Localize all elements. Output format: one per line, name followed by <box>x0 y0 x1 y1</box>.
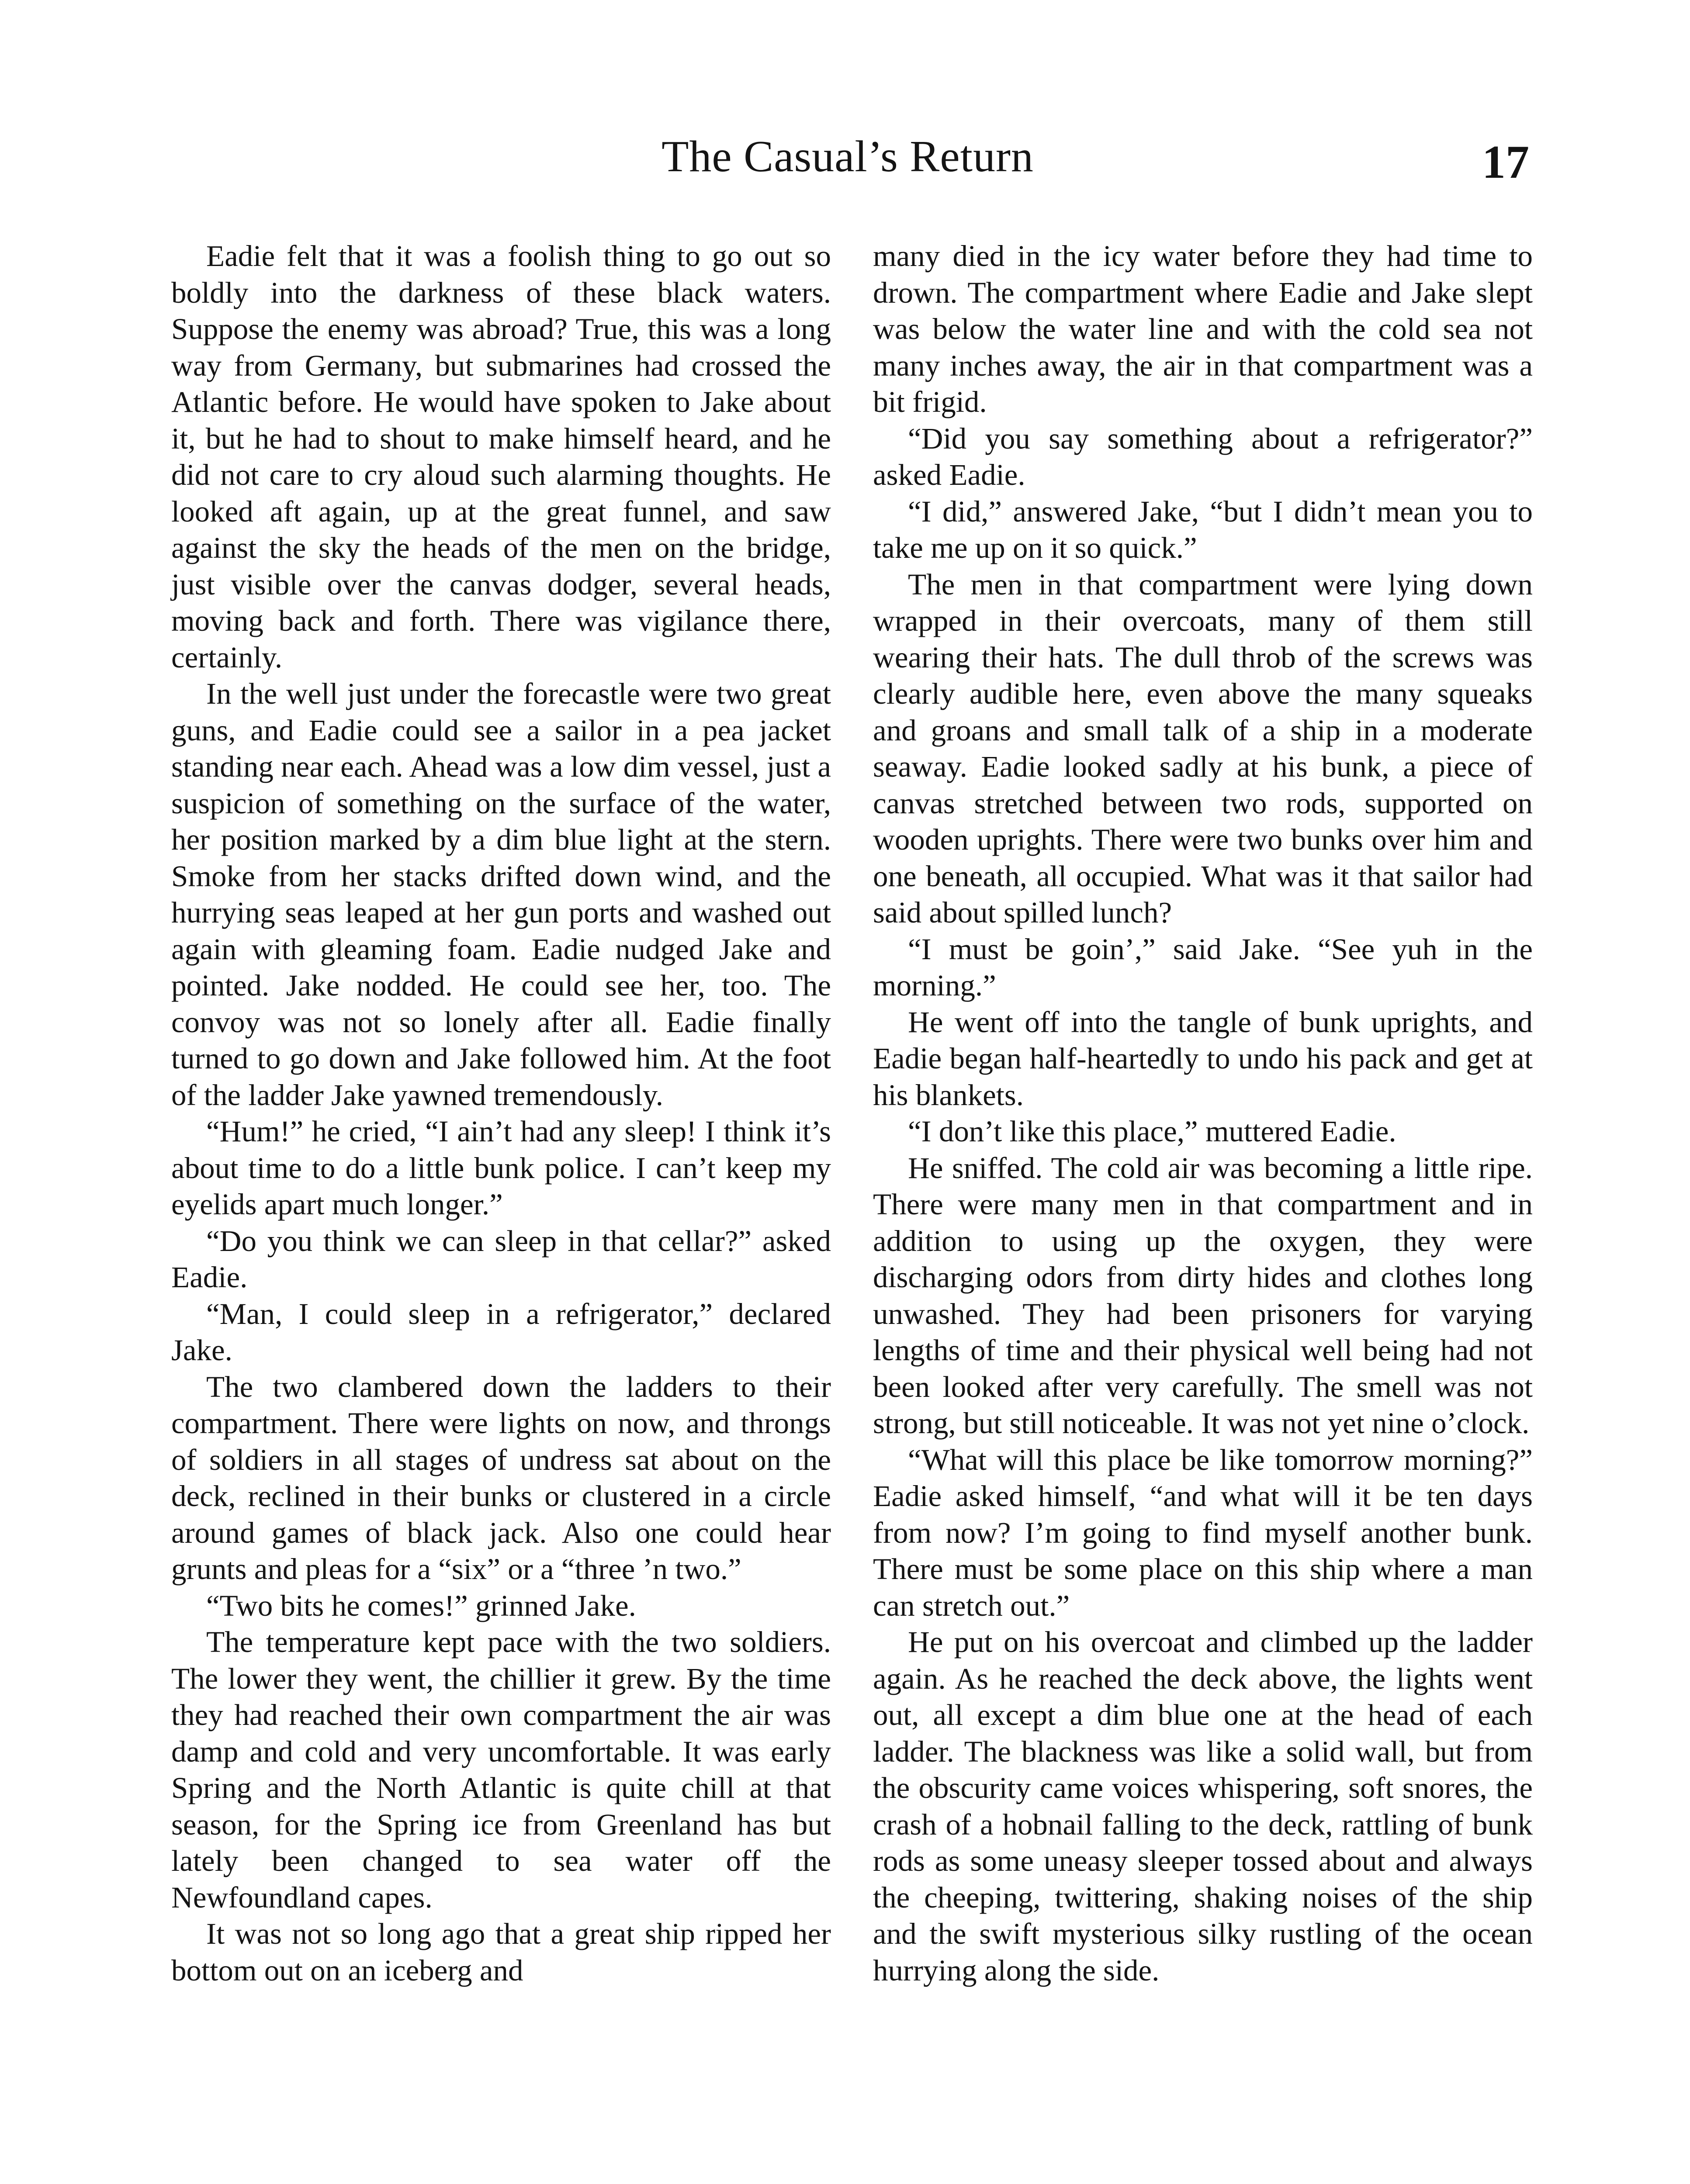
paragraph: “I must be goin’,” said Jake. “See yuh in the morning.” <box>873 932 1533 1002</box>
paragraph: Eadie felt that it was a foolish thing to go out so boldly into the darkness of these black waters. Suppose the enemy was abroad? True, this was a long way from Germany, but submarines had crossed the Atlantic before. He would have spoken to Jake about it, but he had to shout to make himself heard, and he did not care to cry aloud such alarming thoughts. He looked aft again, up at the great funnel, and saw against the sky the heads of the men on the bridge, just visible over the canvas dodger, several heads, moving back and forth. There was vigilance there, certainly. <box>171 239 831 674</box>
running-head <box>166 131 1529 210</box>
left-column <box>171 238 831 1989</box>
paragraph: “Man, I could sleep in a refrigerator,” declared Jake. <box>171 1297 831 1367</box>
paragraph: “Do you think we can sleep in that cellar?” asked Eadie. <box>171 1224 831 1294</box>
paragraph: It was not so long ago that a great ship ripped her bottom out on an iceberg and <box>171 1917 831 1987</box>
paragraph: The temperature kept pace with the two soldiers. The lower they went, the chillier it grew. By the time they had reached their own compartment the air was damp and cold and very uncomfortable. It was early Spring and the North Atlantic is quite chill at that season, for the Spring ice from Greenland has but lately been changed to sea water off the Newfoundland capes. <box>171 1625 831 1914</box>
paragraph: “I did,” answered Jake, “but I didn’t mean you to take me up on it so quick.” <box>873 494 1533 564</box>
page-title: The Casual’s Return <box>661 132 1034 181</box>
paragraph: “What will this place be like tomorrow morning?” Eadie asked himself, “and what will it be ten days from now? I’m going to find myself another bunk. There must be some place on this ship where a man can stretch out.” <box>873 1443 1533 1622</box>
paragraph: “Hum!” he cried, “I ain’t had any sleep! I think it’s about time to do a little bunk police. I can’t keep my eyelids apart much longer.” <box>171 1115 831 1221</box>
paragraph: The two clambered down the ladders to their compartment. There were lights on now, and throngs of soldiers in all stages of undress sat about on the deck, reclined in their bunks or clustered in a circle around games of black jack. Also one could hear grunts and pleas for a “six” or a “three ’n two.” <box>171 1370 831 1586</box>
page-number: 17 <box>1482 136 1529 188</box>
paragraph: He put on his overcoat and climbed up the ladder again. As he reached the deck above, the lights went out, all except a dim blue one at the head of each ladder. The blackness was like a solid wall, but from the obscurity came voices whispering, soft snores, the crash of a hobnail falling to the deck, rattling of bunk rods as some uneasy sleeper tossed about and always the cheeping, twittering, shaking noises of the ship and the swift mysterious silky rustling of the ocean hurrying along the side. <box>873 1625 1533 1987</box>
paragraph: “Did you say something about a refrigerator?” asked Eadie. <box>873 422 1533 491</box>
paragraph: The men in that compartment were lying down wrapped in their overcoats, many of them still wearing their hats. The dull throb of the screws was clearly audible here, even above the many squeaks and groans and small talk of a ship in a moderate seaway. Eadie looked sadly at his bunk, a piece of canvas stretched between two rods, supported on wooden uprights. There were two bunks over him and one beneath, all occupied. What was it that sailor had said about spilled lunch? <box>873 567 1533 929</box>
paragraph: He sniffed. The cold air was becoming a little ripe. There were many men in that compartment and in addition to using up the oxygen, they were discharging odors from dirty hides and clothes long unwashed. They had been prisoners for varying lengths of time and their physical well being had not been looked after very carefully. The smell was not strong, but still noticeable. It was not yet nine o’clock. <box>873 1151 1533 1440</box>
paragraph: He went off into the tangle of bunk uprights, and Eadie began half-heartedly to undo his pack and get at his blankets. <box>873 1005 1533 1112</box>
paragraph: “Two bits he comes!” grinned Jake. <box>206 1589 636 1622</box>
right-column <box>873 238 1533 1989</box>
paragraph-continuation: many died in the icy water before they had time to drown. The compartment where Eadie and Jake slept was below the water line and with the cold sea not many inches away, the air in that compartment was a bit frigid. <box>873 239 1533 418</box>
paragraph: “I don’t like this place,” muttered Eadie. <box>908 1115 1396 1148</box>
paragraph: In the well just under the forecastle were two great guns, and Eadie could see a sailor in a pea jacket standing near each. Ahead was a low dim vessel, just a suspicion of something on the surface of the water, her position marked by a dim blue light at the stern. Smoke from her stacks drifted down wind, and the hurrying seas leaped at her gun ports and washed out again with gleaming foam. Eadie nudged Jake and pointed. Jake nodded. He could see her, too. The convoy was not so lonely after all. Eadie finally turned to go down and Jake followed him. At the foot of the ladder Jake yawned tremendously. <box>171 677 831 1112</box>
